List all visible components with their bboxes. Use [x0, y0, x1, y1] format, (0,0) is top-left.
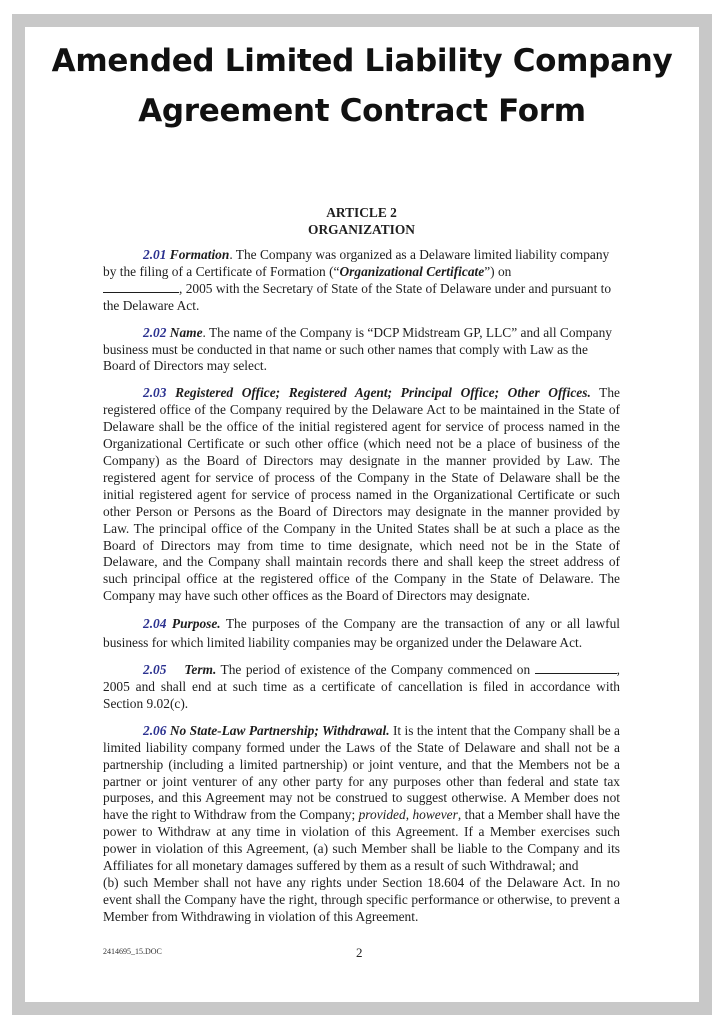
section-2-06-continued [103, 875, 620, 926]
article-number: ARTICLE 2 [326, 205, 397, 220]
section-heading: Formation [169, 247, 230, 262]
section-text: It is the intent that the Company shall be a limited liability company formed under the Laws of the State of Delaware and shall not be a partnership (including a limited partnership) or joint venture, and that the Members not be a partner or joint venturer of any other party for any purposes other than federal and state tax purposes, and this Agreement may not be construed to suggest otherwise. A Member does not have the right to Withdraw from the Company; [103, 722, 620, 823]
section-text: , that a Member shall have the power to Withdraw at any time in violation of this Agreement. If a Member exercises such power in violation of this Agreement, (a) such Member shall be liable to the Company and its Affiliates for all monetary damages suffered by them as a result of such Withdrawal; and [103, 807, 620, 874]
article-heading [103, 205, 620, 238]
defined-term: Organizational Certificate [339, 263, 485, 279]
section-number: 2.03 [143, 385, 167, 401]
section-2-06 [103, 723, 620, 875]
title-line-1: Amended Limited Liability Company [51, 43, 673, 79]
punctuation: , [405, 807, 413, 823]
section-text: The registered office of the Company required by the Delaware Act to be maintained in the State of Delaware shall be the office of the initial registered agent for service of process named in the Organizational Certificate or such other office (which need not be a place of business of the Company) as the Board of Directors may designate in the manner provided by Law. The registered agent for service of process of the Company in the State of Delaware shall be the initial registered agent for service of process named in the Organizational Certificate or such other Person or Persons as the Board of Directors may designate in the manner provided by Law. The principal office of the Company in the United States shall be at such a place as the Board of Directors may from time to time designate, which need not be in the State of Delaware, and the Company shall maintain records there and shall keep the street address of such principal office at the registered office of the Company in the State of Delaware. The Company may have such other offices as the Board of Directors may designate. [103, 385, 620, 604]
section-heading: Name [169, 324, 203, 340]
section-text: ”) on [484, 263, 512, 279]
section-number: 2.01 [143, 247, 167, 262]
section-2-03 [103, 385, 620, 605]
section-text: , 2005 with the Secretary of State of the State of Delaware under and pursuant to the Delaware Act. [103, 280, 612, 313]
blank-date-field [103, 281, 179, 293]
article-title: ORGANIZATION [308, 221, 415, 237]
italic-term: provided [358, 807, 406, 823]
section-2-01 [103, 247, 620, 315]
blank-date-field [535, 662, 617, 674]
section-number: 2.02 [143, 324, 167, 340]
section-number: 2.05 [143, 662, 167, 678]
section-text: The period of existence of the Company commenced on [216, 662, 535, 678]
document-body [103, 205, 620, 936]
section-2-05 [103, 662, 620, 713]
section-2-04 [103, 615, 620, 652]
section-text: . The Company was organized as a Delaware limited liability company by the filing of a Certificate of Formation (“ [103, 247, 610, 279]
page-title [25, 36, 699, 136]
section-text: . The name of the Company is “DCP Midstream GP, LLC” and all Company business must be conducted in that name or such other names that comply with Law as the Board of Directors may select. [103, 324, 613, 374]
section-number: 2.06 [143, 722, 167, 738]
section-heading: Registered Office; Registered Agent; Principal Office; Other Offices. [175, 385, 591, 401]
section-text: The purposes of the Company are the transaction of any or all lawful business for which limited liability companies may be organized under the Delaware Act. [103, 616, 620, 650]
section-text: , 2005 and shall end at such time as a certificate of cancellation is filed in accordance with Section 9.02(c). [103, 662, 621, 711]
section-heading: Purpose. [171, 616, 221, 632]
section-heading: Term. [184, 662, 217, 678]
section-heading: No State-Law Partnership; Withdrawal. [169, 722, 390, 738]
section-number: 2.04 [143, 616, 167, 632]
section-2-02 [103, 325, 620, 376]
italic-term: however [412, 807, 458, 823]
page-number: 2 [356, 945, 363, 960]
document-id: 2414695_15.DOC [103, 947, 162, 956]
section-text: (b) such Member shall not have any rights under Section 18.604 of the Delaware Act. In no event shall the Company have the right, through specific performance or otherwise, to prevent a Member from Withdrawing in violation of this Agreement. [103, 875, 620, 924]
title-line-2: Agreement Contract Form [138, 93, 586, 129]
